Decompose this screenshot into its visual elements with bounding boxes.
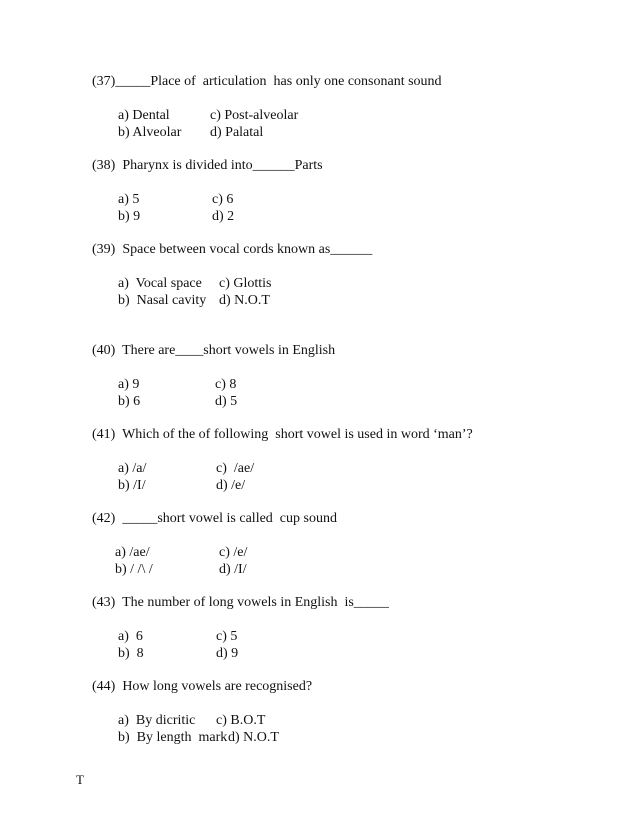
option-c: c) 8: [215, 377, 237, 392]
option-c: c) B.O.T: [216, 713, 266, 728]
question-41: (41) Which of the of following short vowel is used in word ‘man’?: [92, 427, 473, 442]
option-a: a) Dental: [118, 108, 170, 123]
footer-text: T: [76, 772, 84, 787]
question-42: (42) _____short vowel is called cup sound: [92, 511, 337, 526]
option-c: c) 5: [216, 629, 238, 644]
question-39: (39) Space between vocal cords known as______: [92, 242, 373, 257]
option-b: b) Nasal cavity: [118, 293, 207, 308]
question-43: (43) The number of long vowels in English is_____: [92, 595, 389, 610]
option-d: d) N.O.T: [219, 293, 270, 308]
option-a: a) 5: [118, 192, 140, 207]
option-d: d) 9: [216, 646, 239, 661]
option-c: c) Glottis: [219, 276, 272, 291]
option-d: d) Palatal: [210, 125, 264, 140]
option-b: b) 9: [118, 209, 141, 224]
option-c: c) /e/: [219, 545, 248, 560]
option-b: b) 8: [118, 646, 144, 661]
option-c: c) Post-alveolar: [210, 108, 299, 123]
option-b: b) /I/: [118, 478, 146, 493]
option-a: a) /a/: [118, 461, 147, 476]
option-d: d) /e/: [216, 478, 246, 493]
question-44: (44) How long vowels are recognised?: [92, 679, 313, 694]
option-d: d) 5: [215, 394, 238, 409]
option-d: d) 2: [212, 209, 235, 224]
option-a: a) 6: [118, 629, 143, 644]
option-d: d) /I/: [219, 562, 247, 577]
option-a: a) By dicritic: [118, 713, 196, 728]
option-c: c) 6: [212, 192, 234, 207]
option-b: b) 6: [118, 394, 141, 409]
option-a: a) Vocal space: [118, 276, 202, 291]
option-b: b) Alveolar: [118, 125, 182, 140]
option-a: a) /ae/: [115, 545, 150, 560]
option-a: a) 9: [118, 377, 140, 392]
question-37: (37)_____Place of articulation has only one consonant sound: [92, 74, 442, 89]
question-38: (38) Pharynx is divided into______Parts: [92, 158, 323, 173]
question-40: (40) There are____short vowels in English: [92, 343, 336, 358]
option-c: c) /ae/: [216, 461, 255, 476]
option-b: b) / /\ /: [115, 562, 153, 577]
option-d: d) N.O.T: [228, 730, 279, 745]
option-b: b) By length mark: [118, 730, 228, 745]
